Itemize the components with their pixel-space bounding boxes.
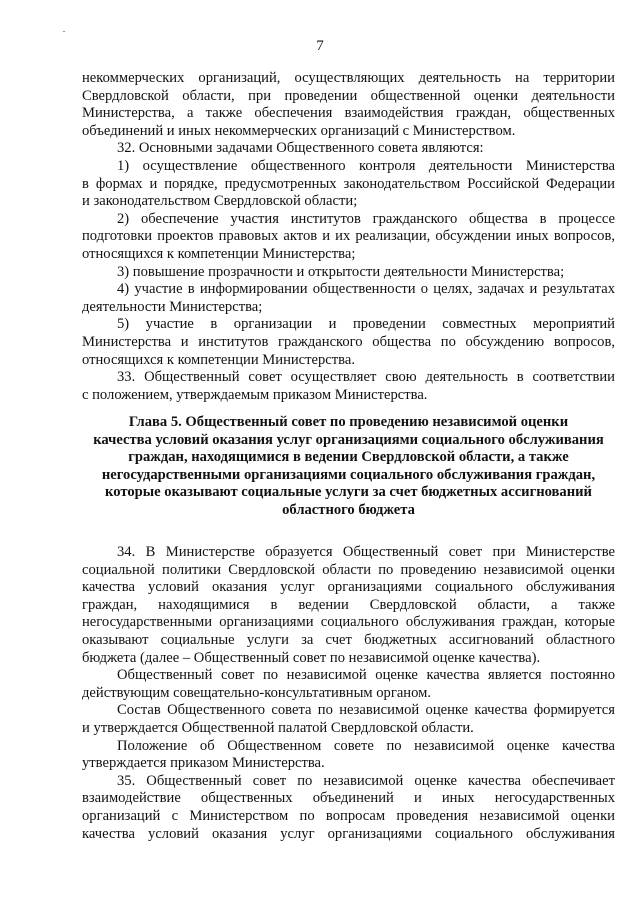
text-line: 1) осуществление общественного контроля деятельности Министерства [117,157,615,174]
heading-line: которые оказывают социальные услуги за счет бюджетных ассигнований [105,484,592,501]
text-line: взаимодействие общественных объединений и иных негосударственных [82,790,615,807]
text-line: объединений и иных некоммерческих организаций с Министерством. [82,122,516,139]
scan-speck [63,31,65,32]
text-line: Общественный совет по независимой оценке качества является постоянно [117,667,615,684]
text-line: подготовки проектов правовых актов и их реализации, обсуждении иных вопросов, [82,228,615,245]
text-line: деятельности Министерства; [82,298,263,315]
paragraphs-section-4 [82,70,615,404]
text-line: Состав Общественного совета по независимой оценке качества формируется [117,702,615,719]
heading-line: граждан, находящимися в ведении Свердловской области, а также [128,449,569,466]
text-line: и законодательством Свердловской области; [82,193,358,210]
text-line: 3) повышение прозрачности и открытости деятельности Министерства; [117,263,565,280]
text-line: негосударственными организациями социального обслуживания граждан, которые [82,614,615,631]
text-line: относящихся к компетенции Министерства; [82,245,356,262]
text-line: 4) участие в информировании общественности о целях, задачах и результатах [117,281,615,298]
text-line: 2) обеспечение участия институтов гражданского общества в процессе [117,210,615,227]
paragraphs-section-5 [82,544,615,843]
text-line: Министерства, а также обеспечения взаимодействия граждан, общественных [82,105,615,122]
text-line: 35. Общественный совет по независимой оценке качества обеспечивает [117,772,615,789]
page-number: 7 [316,38,324,54]
text-line: 34. В Министерстве образуется Общественный совет при Министерстве [117,544,615,560]
heading-line: Глава 5. Общественный совет по проведению независимой оценки [128,414,569,430]
text-line: действующим совещательно-консультативным органом. [82,684,432,701]
heading-line: качества условий оказания услуг организациями социального обслуживания [93,431,604,448]
heading-line: областного бюджета [282,501,415,518]
text-line: в формах и порядке, предусмотренных законодательством Российской Федерации [82,175,615,192]
text-line: 33. Общественный совет осуществляет свою деятельность в соответствии [117,369,615,386]
text-line: качества условий оказания услуг организациями социального обслуживания [82,579,615,596]
text-line: утверждается приказом Министерства. [82,755,325,772]
text-line: и утверждается Общественной палатой Свердловской области. [82,719,474,736]
text-line: с положением, утверждаемым приказом Министерства. [82,386,428,403]
text-line: Министерства и институтов гражданского общества по обсуждению вопросов, [82,333,615,350]
text-line: качества условий оказания услуг организациями социального обслуживания [82,825,615,842]
text-line: 5) участие в организации и проведении совместных мероприятий [117,316,615,333]
text-line: Положение об Общественном совете по независимой оценке качества [117,737,615,754]
text-line: относящихся к компетенции Министерства. [82,351,355,368]
text-line: бюджета (далее – Общественный совет по независимой оценке качества). [82,649,541,666]
text-line: Свердловской области, при проведении общественной оценки деятельности [82,87,615,104]
text-line: оказывают социальные услуги за счет бюджетных ассигнований областного [82,631,615,648]
text-line: граждан, находящимися в ведении Свердловской области, а также [82,596,615,613]
chapter-5-heading [82,414,615,520]
text-line: организаций с Министерством по вопросам проведения независимой оценки [82,807,615,824]
heading-line: негосударственными организациями социального обслуживания граждан, [101,466,596,483]
text-line: социальной политики Свердловской области по проведению независимой оценки [82,561,615,578]
text-line: 32. Основными задачами Общественного совета являются: [117,140,484,157]
text-line: некоммерческих организаций, осуществляющих деятельность на территории [82,70,615,86]
